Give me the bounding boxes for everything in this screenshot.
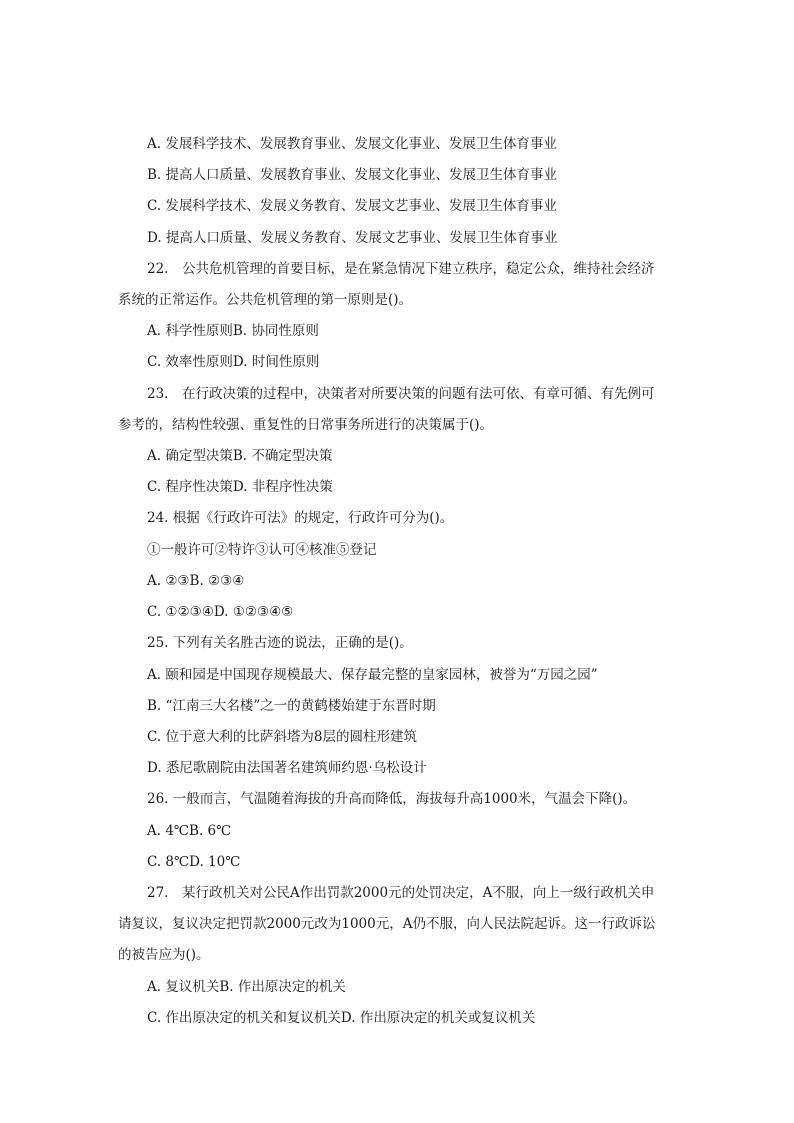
- q25-option-b: B. “江南三大名楼”之一的黄鹤楼始建于东晋时期: [147, 698, 436, 714]
- q23-options-cd: C. 程序性决策D. 非程序性决策: [147, 479, 333, 495]
- q23-options-ab: A. 确定型决策B. 不确定型决策: [147, 448, 333, 464]
- q26-options-ab: A. 4℃B. 6℃: [147, 823, 232, 839]
- q21-option-d: D. 提高人口质量、发展义务教育、发展文艺事业、发展卫生体育事业: [147, 230, 558, 246]
- q27-options-cd: C. 作出原决定的机关和复议机关D. 作出原决定的机关或复议机关: [147, 1010, 536, 1026]
- q24-stem: 24. 根据《行政许可法》的规定，行政许可分为()。: [147, 510, 454, 526]
- q25-option-c: C. 位于意大利的比萨斜塔为8层的圆柱形建筑: [147, 729, 418, 745]
- q23-stem: 23. 在行政决策的过程中，决策者对所要决策的问题有法可依、有章可循、有先例可: [147, 386, 655, 402]
- q21-option-a: A. 发展科学技术、发展教育事业、发展文化事业、发展卫生体育事业: [147, 136, 557, 152]
- q22-stem-cont: 系统的正常运作。公共危机管理的第一原则是()。: [118, 292, 413, 308]
- q24-options-ab: A. ②③B. ②③④: [147, 573, 245, 589]
- q22-options-cd: C. 效率性原则D. 时间性原则: [147, 354, 320, 370]
- q27-options-ab: A. 复议机关B. 作出原决定的机关: [147, 979, 346, 995]
- q25-stem: 25. 下列有关名胜古迹的说法，正确的是()。: [147, 635, 413, 651]
- q26-stem: 26. 一般而言，气温随着海拔的升高而降低，海拔每升高1000米，气温会下降()。: [147, 791, 637, 807]
- q26-options-cd: C. 8℃D. 10℃: [147, 854, 241, 870]
- q27-stem: 27. 某行政机关对公民A作出罚款2000元的处罚决定，A不服，向上一级行政机关申: [147, 885, 655, 901]
- q22-options-ab: A. 科学性原则B. 协同性原则: [147, 323, 319, 339]
- q27-stem-cont-1: 请复议，复议决定把罚款2000元改为1000元，A仍不服，向人民法院起诉。这一行政诉讼: [118, 916, 656, 932]
- q21-option-b: B. 提高人口质量、发展教育事业、发展文化事业、发展卫生体育事业: [147, 167, 558, 183]
- q27-stem-cont-2: 的被告应为()。: [118, 947, 210, 963]
- q22-stem: 22. 公共危机管理的首要目标，是在紧急情况下建立秩序，稳定公众，维持社会经济: [147, 261, 655, 277]
- q24-options-cd: C. ①②③④D. ①②③④⑤: [147, 604, 294, 620]
- q25-option-a: A. 颐和园是中国现存规模最大、保存最完整的皇家园林，被誉为“万园之园”: [147, 667, 598, 683]
- q21-option-c: C. 发展科学技术、发展义务教育、发展文艺事业、发展卫生体育事业: [147, 198, 557, 214]
- q23-stem-cont: 参考的，结构性较强、重复性的日常事务所进行的决策属于()。: [118, 417, 494, 433]
- q24-items: ①一般许可②特许③认可④核准⑤登记: [147, 542, 377, 558]
- q25-option-d: D. 悉尼歌剧院由法国著名建筑师约恩·乌松设计: [147, 760, 427, 776]
